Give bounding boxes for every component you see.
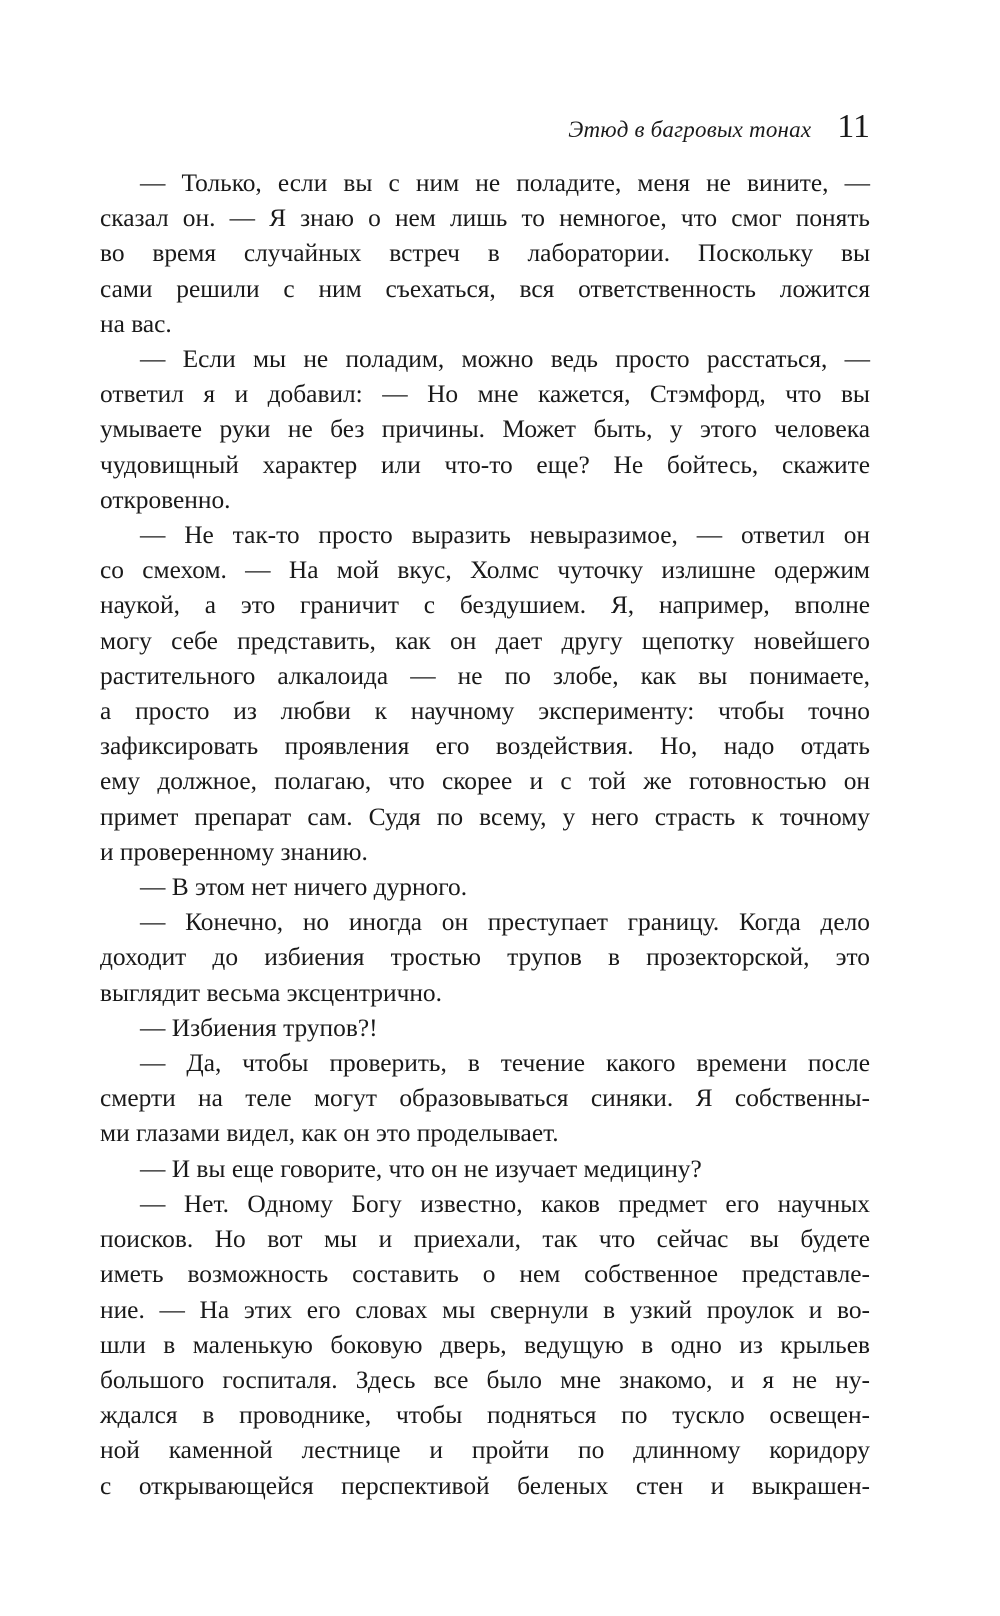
running-title: Этюд в багровых тонах (568, 117, 812, 142)
text-line: примет препарат сам. Судя по всему, у него страсть к точному (100, 802, 870, 831)
paragraph (100, 870, 870, 905)
text-line: и проверенному знанию. (100, 837, 368, 866)
text-line: растительного алкалоида — не по злобе, как вы понимаете, (100, 661, 870, 690)
text-line: с открывающейся перспективой беленых стен и выкрашен- (100, 1471, 870, 1500)
page-number: 11 (837, 108, 870, 145)
text-line: шли в маленькую боковую дверь, ведущую в одно из крыльев (100, 1330, 870, 1359)
text-line: — Избиения трупов?! (140, 1013, 378, 1042)
text-line: — И вы еще говорите, что он не изучает медицину? (140, 1154, 702, 1183)
text-line: зафиксировать проявления его воздействия. Но, надо отдать (100, 732, 870, 761)
text-line: на вас. (100, 309, 172, 338)
text-line: доходит до избиения тростью трупов в прозекторской, это (100, 943, 870, 972)
text-line: ответил я и добавил: — Но мне кажется, Стэмфорд, что вы (100, 380, 870, 409)
paragraph (100, 905, 870, 1011)
text-line: — Только, если вы с ним не поладите, меня не вините, — (140, 169, 870, 197)
text-line: — В этом нет ничего дурного. (140, 873, 468, 902)
text-line: — Нет. Одному Богу известно, каков предмет его научных (140, 1189, 870, 1218)
text-line: — Если мы не поладим, можно ведь просто расстаться, — (140, 345, 870, 374)
text-line: со смехом. — На мой вкус, Холмс чуточку излишне одержим (100, 556, 870, 585)
text-line: откровенно. (100, 485, 231, 514)
paragraph (100, 342, 870, 518)
text-line: ми глазами видел, как он это проделывает. (100, 1119, 559, 1148)
paragraph (100, 1046, 870, 1152)
text-line: — Да, чтобы проверить, в течение какого времени после (140, 1049, 870, 1078)
paragraph (100, 166, 870, 342)
text-line: во время случайных встреч в лаборатории. Поскольку вы (100, 239, 870, 268)
text-line: сказал он. — Я знаю о нем лишь то немногое, что смог понять (100, 204, 870, 233)
text-line: сами решили с ним съехаться, вся ответственность ложится (100, 274, 870, 303)
text-line: а просто из любви к научному эксперименту: чтобы точно (100, 697, 870, 726)
paragraph (100, 1152, 870, 1187)
body-text (100, 166, 870, 1504)
text-line: — Не так-то просто выразить невыразимое, — ответил он (140, 521, 870, 550)
text-line: поисков. Но вот мы и приехали, так что сейчас вы будете (100, 1225, 870, 1254)
text-line: умываете руки не без причины. Может быть, у этого человека (100, 415, 870, 444)
text-line: чудовищный характер или что-то еще? Не бойтесь, скажите (100, 450, 870, 479)
text-line: могу себе представить, как он дает другу щепотку новейшего (100, 626, 870, 655)
text-line: иметь возможность составить о нем собственное представле- (100, 1260, 870, 1289)
text-line: ной каменной лестнице и пройти по длинному коридору (100, 1436, 870, 1465)
paragraph (100, 1187, 870, 1504)
text-line: — Конечно, но иногда он преступает границу. Когда дело (140, 908, 870, 937)
text-line: ему должное, полагаю, что скорее и с той же готовностью он (100, 767, 870, 796)
text-line: наукой, а это граничит с бездушием. Я, например, вполне (100, 591, 870, 620)
text-line: ние. — На этих его словах мы свернули в узкий проулок и во- (100, 1295, 870, 1324)
running-head (100, 108, 870, 146)
text-line: большого госпиталя. Здесь все было мне знакомо, и я не ну- (100, 1365, 870, 1394)
text-line: смерти на теле могут образовываться синяки. Я собственны- (100, 1084, 870, 1113)
text-line: выглядит весьма эксцентрично. (100, 978, 442, 1007)
paragraph (100, 1011, 870, 1046)
text-line: ждался в проводнике, чтобы подняться по тускло освещен- (100, 1401, 870, 1430)
paragraph (100, 518, 870, 870)
